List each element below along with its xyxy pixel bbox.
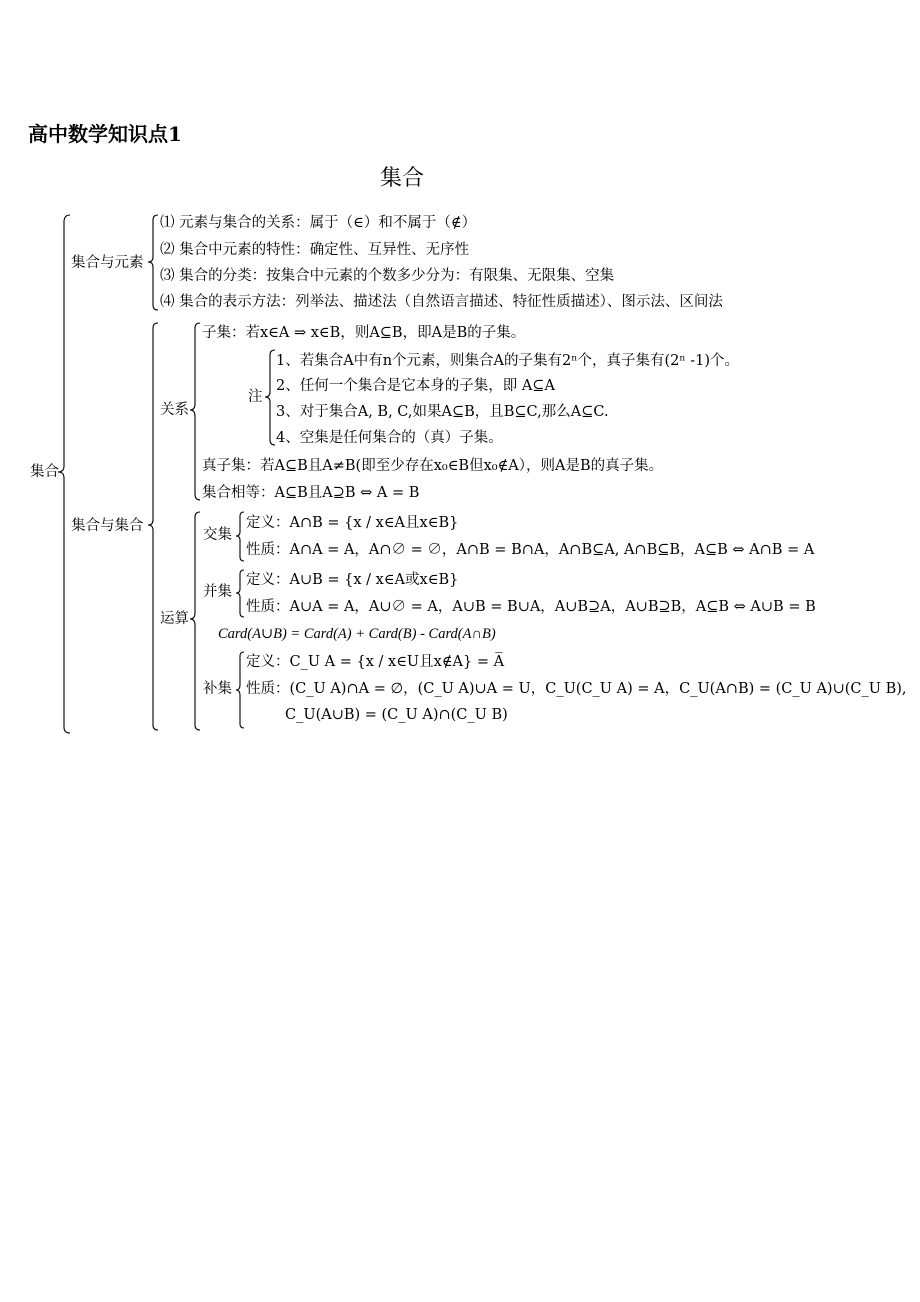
union-def: 定义：A∪B = {x / x∈A或x∈B} (246, 572, 459, 588)
operation-label: 运算 (160, 611, 189, 627)
part1-label: 集合与元素 (71, 255, 144, 271)
intersection-prop: 性质：A∩A = A，A∩∅ = ∅，A∩B = B∩A，A∩B⊆A, A∩B⊆B，A⊆B ⇔ A∩B = A (246, 542, 815, 558)
union-label: 并集 (203, 584, 232, 600)
operation-brace (190, 512, 200, 730)
set-equal-line: 集合相等：A⊆B且A⊇B ⇔ A = B (202, 485, 420, 501)
part1-item-4: ⑷ 集合的表示方法：列举法、描述法（自然语言描述、特征性质描述）、图示法、区间法 (160, 294, 723, 310)
part2-label: 集合与集合 (71, 518, 144, 534)
subset-line: 子集：若x∈A ⇒ x∈B，则A⊆B，即A是B的子集。 (202, 325, 526, 341)
document-title: 高中数学知识点1 (28, 122, 182, 146)
complement-prop-2: C_U(A∪B) = (C_U A)∩(C_U B) (285, 707, 508, 723)
intersection-label: 交集 (203, 527, 232, 543)
note-2: 2、任何一个集合是它本身的子集，即 A⊆A (276, 378, 555, 394)
union-prop: 性质：A∪A = A，A∪∅ = A，A∪B = B∪A，A∪B⊇A，A∪B⊇B，A⊆B ⇔ A∪B = B (246, 599, 816, 615)
note-label: 注 (248, 389, 263, 405)
root-label: 集合 (30, 464, 59, 480)
union-brace (236, 570, 244, 617)
relation-label: 关系 (160, 402, 189, 418)
note-brace (265, 350, 275, 445)
part1-item-1: ⑴ 元素与集合的关系：属于（∈）和不属于（∉） (160, 215, 477, 231)
note-3: 3、对于集合A, B, C,如果A⊆B，且B⊆C,那么A⊆C. (276, 404, 609, 420)
complement-def: 定义：C_U A = {x / x∈U且x∉A} = A̅ (246, 654, 505, 670)
note-4: 4、空集是任何集合的（真）子集。 (276, 430, 503, 446)
complement-brace (236, 652, 244, 728)
intersection-brace (236, 512, 244, 561)
part2-brace (148, 323, 158, 730)
section-title: 集合 (380, 166, 425, 191)
complement-prop-1: 性质：(C_U A)∩A = ∅，(C_U A)∪A = U，C_U(C_U A) = A，C_U(A∩B) = (C_U A)∪(C_U B), (246, 681, 907, 697)
root-brace (58, 215, 70, 733)
part1-brace (148, 215, 158, 310)
complement-label: 补集 (203, 681, 232, 697)
proper-subset-line: 真子集：若A⊆B且A≠B(即至少存在x₀∈B但x₀∉A），则A是B的真子集。 (202, 458, 664, 474)
part1-item-2: ⑵ 集合中元素的特性：确定性、互异性、无序性 (160, 242, 470, 258)
note-1: 1、若集合A中有n个元素，则集合A的子集有2ⁿ个，真子集有(2ⁿ -1)个。 (276, 353, 740, 369)
card-formula: Card(A∪B) = Card(A) + Card(B) - Card(A∩B) (218, 626, 496, 642)
part1-item-3: ⑶ 集合的分类：按集合中元素的个数多少分为：有限集、无限集、空集 (160, 268, 615, 284)
intersection-def: 定义：A∩B = {x / x∈A且x∈B} (246, 515, 459, 531)
relation-brace (190, 323, 200, 500)
